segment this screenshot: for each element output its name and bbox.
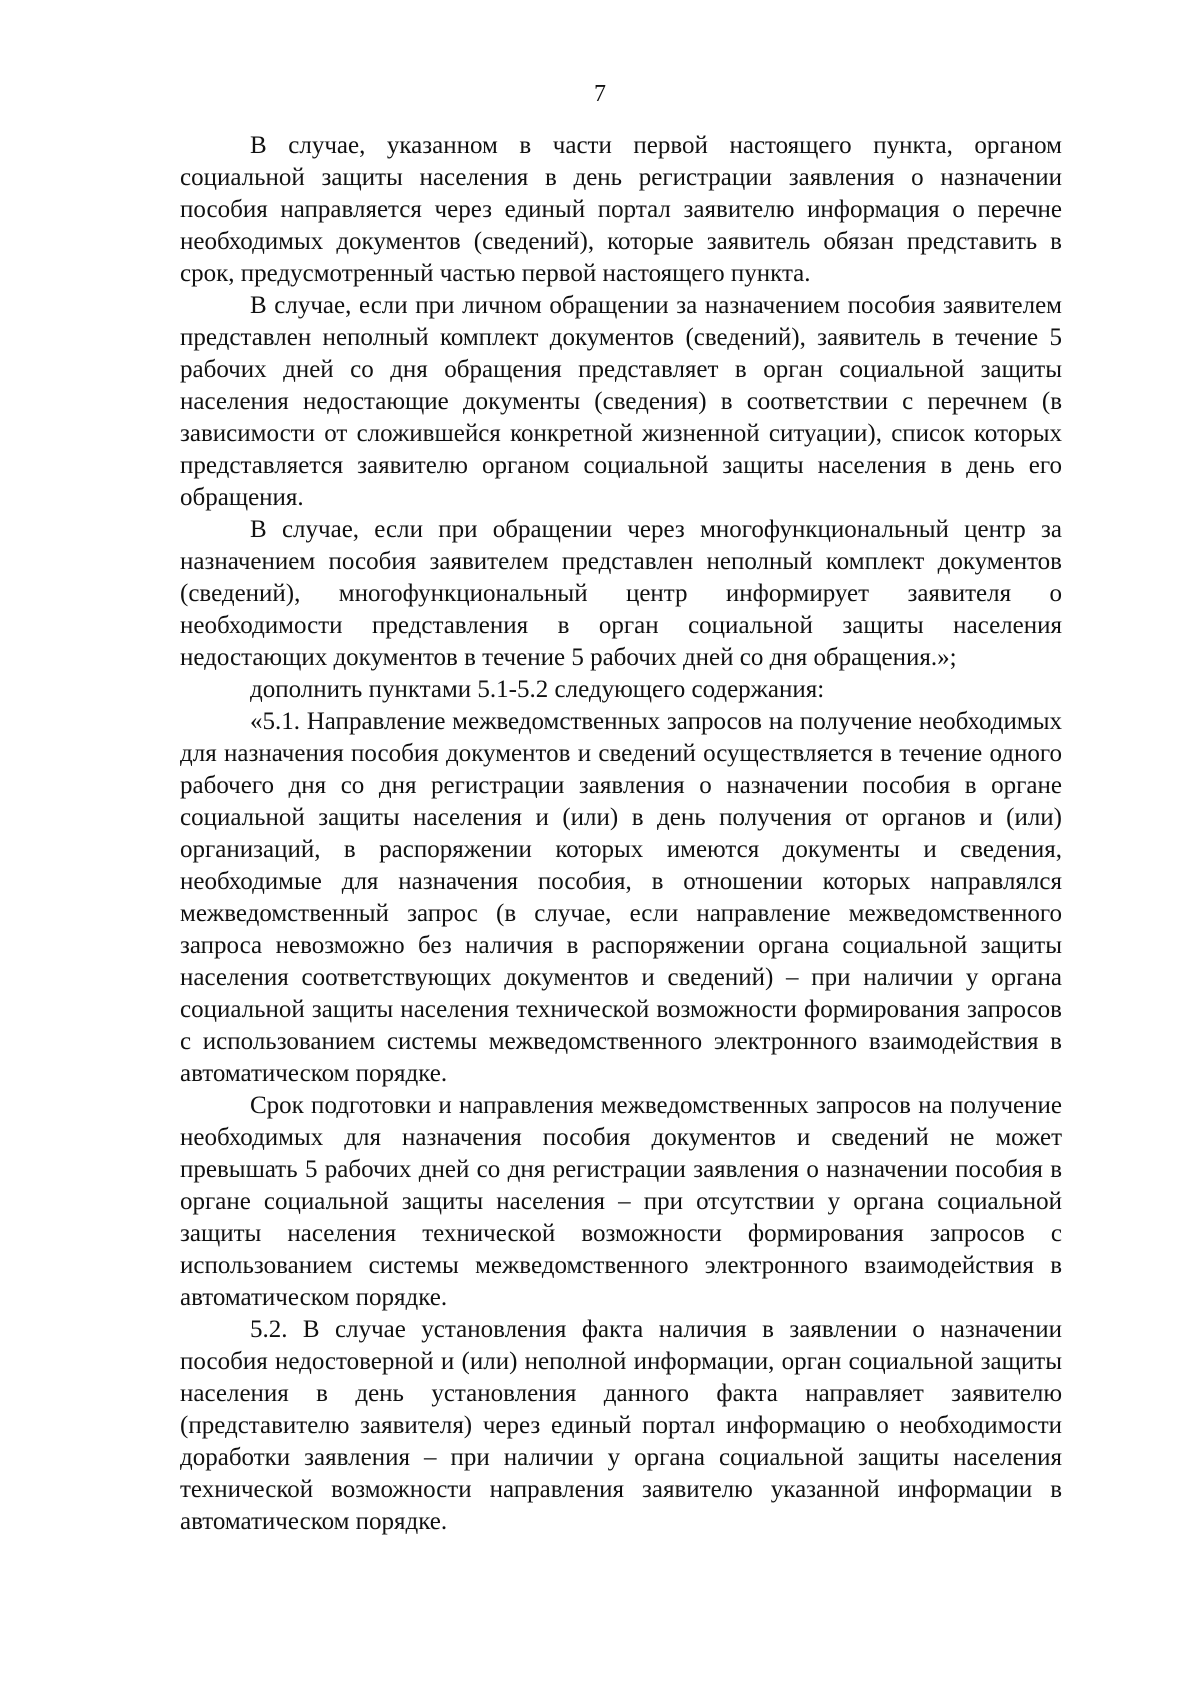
document-body — [180, 130, 1062, 1538]
page-number: 7 — [594, 81, 606, 107]
paragraph-clause-5-2: 5.2. В случае установления факта наличия в заявлении о назначении пособия недостоверной и (или) неполной информации, орган социальной защиты населения в день установления данного факта направляет заявителю (представителю заявителя) через единый портал информацию о необходимости доработки заявления – при наличии у органа социальной защиты населения технической возможности направления заявителю указанной информации в автоматическом порядке. — [180, 1316, 1062, 1535]
paragraph-portal-notification: В случае, указанном в части первой настоящего пункта, органом социальной защиты населения в день регистрации заявления о назначении пособия направляется через единый портал заявителю информация о перечне необходимых документов (сведений), которые заявитель обязан представить в срок, предусмотренный частью первой настоящего пункта. — [180, 132, 1062, 287]
paragraph-incomplete-documents-mfc: В случае, если при обращении через многофункциональный центр за назначением пособия заявителем представлен неполный комплект документов (сведений), многофункциональный центр информирует заявителя о необходимости представления в орган социальной защиты населения недостающих документов в течение 5 рабочих дней со дня обращения.»; — [180, 516, 1062, 671]
paragraph-clause-5-1: «5.1. Направление межведомственных запросов на получение необходимых для назначения пособия документов и сведений осуществляется в течение одного рабочего дня со дня регистрации заявления о назначении пособия в органе социальной защиты населения и (или) в день получения от органов и (или) организаций, в распоряжении которых имеются документы и сведения, необходимые для назначения пособия, в отношении которых направлялся межведомственный запрос (в случае, если направление межведомственного запроса невозможно без наличия в распоряжении органа социальной защиты населения соответствующих документов и сведений) – при наличии у органа социальной защиты населения технической возможности формирования запросов с использованием системы межведомственного электронного взаимодействия в автоматическом порядке. — [180, 708, 1062, 1087]
paragraph-incomplete-documents-personal: В случае, если при личном обращении за назначением пособия заявителем представлен неполный комплект документов (сведений), заявитель в течение 5 рабочих дней со дня обращения представляет в орган социальной защиты населения недостающие документы (сведения) в соответствии с перечнем (в зависимости от сложившейся конкретной жизненной ситуации), список которых представляется заявителю органом социальной защиты населения в день его обращения. — [180, 292, 1062, 511]
paragraph-request-deadline: Срок подготовки и направления межведомственных запросов на получение необходимых для назначения пособия документов и сведений не может превышать 5 рабочих дней со дня регистрации заявления о назначении пособия в органе социальной защиты населения – при отсутствии у органа социальной защиты населения технической возможности формирования запросов с использованием системы межведомственного электронного взаимодействия в автоматическом порядке. — [180, 1092, 1062, 1311]
paragraph-amendment-intro: дополнить пунктами 5.1-5.2 следующего содержания: — [250, 676, 825, 703]
